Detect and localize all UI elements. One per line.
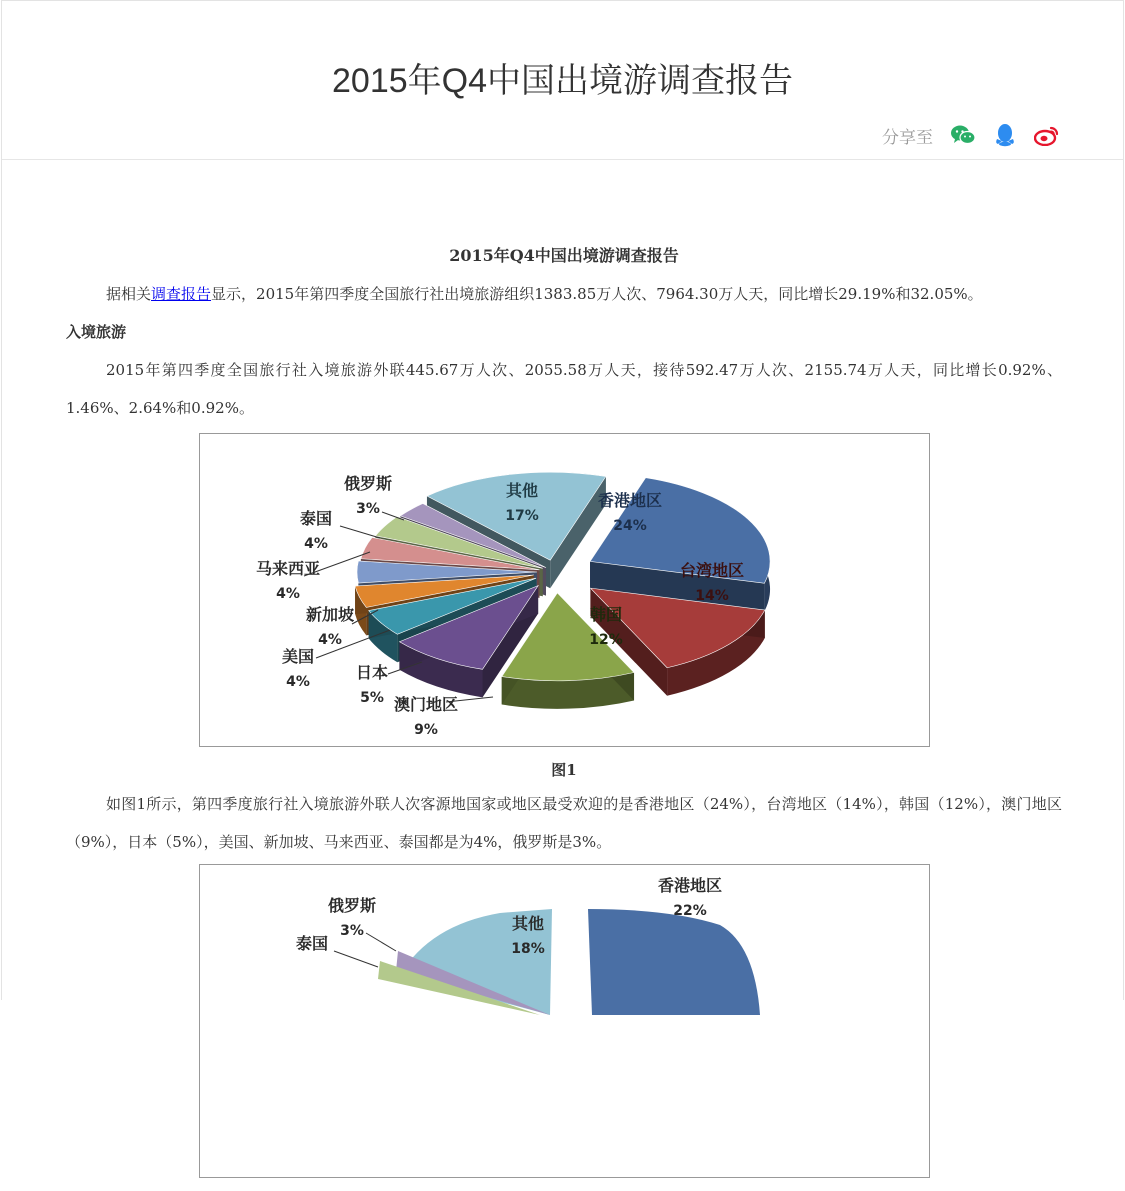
slice-value-6: 4% bbox=[317, 632, 342, 648]
slice-label-7: 马来西亚 bbox=[255, 559, 320, 578]
slice-label-0: 香港地区 bbox=[597, 491, 662, 510]
article-body bbox=[66, 241, 1062, 1178]
slice-label-0: 香港地区 bbox=[657, 876, 722, 895]
slice-value-5: 4% bbox=[285, 674, 310, 690]
slice-value-4: 5% bbox=[359, 690, 384, 706]
share-bar bbox=[882, 121, 1061, 149]
figure-2-pie-chart bbox=[199, 864, 930, 1178]
slice-label-10: 其他 bbox=[505, 481, 538, 500]
article-title: 2015年Q4中国出境游调查报告 bbox=[449, 246, 679, 265]
figure-1-pie-chart bbox=[199, 433, 930, 747]
slice-label-4: 日本 bbox=[355, 663, 388, 682]
slice-label-8: 泰国 bbox=[299, 509, 332, 528]
share-label: 分享至 bbox=[882, 127, 933, 147]
slice-value-8: 4% bbox=[303, 536, 328, 552]
slice-value-1: 14% bbox=[694, 588, 729, 604]
slice-value-0: 24% bbox=[612, 518, 647, 534]
paragraph-inbound: 2015年第四季度全国旅行社入境旅游外联445.67万人次、2055.58万人天，接待592.47万人次、2155.74万人天，同比增长0.92%、1.46%、2.64%和0.92%。 bbox=[66, 361, 1062, 417]
paragraph-figure-analysis: 如图1所示，第四季度旅行社入境旅游外联人次客源地国家或地区最受欢迎的是香港地区（24%），台湾地区（14%），韩国（12%），澳门地区（9%），日本（5%），美国、新加坡、马来西亚、泰国都是为4%，俄罗斯是3%。 bbox=[66, 795, 1062, 851]
slice-value-7: 4% bbox=[275, 586, 300, 602]
slice-label-3: 澳门地区 bbox=[393, 695, 458, 714]
page bbox=[1, 0, 1124, 1000]
pie-chart-2 bbox=[200, 865, 929, 1177]
page-title: 2015年Q4中国出境游调查报告 bbox=[332, 62, 793, 100]
slice-label-9: 俄罗斯 bbox=[343, 474, 392, 493]
intro-text-after: 显示，2015年第四季度全国旅行社出境旅游组织1383.85万人次、7964.30万人天，同比增长29.19%和32.05%。 bbox=[211, 285, 983, 303]
wechat-icon[interactable] bbox=[949, 121, 977, 149]
slice-value-2: 12% bbox=[588, 632, 623, 648]
slice-label-5: 美国 bbox=[281, 647, 314, 666]
slice-label-2: 泰国 bbox=[295, 934, 328, 953]
section-heading-inbound: 入境旅游 bbox=[66, 323, 127, 341]
slice-label-2: 韩国 bbox=[589, 605, 622, 624]
slice-value-0: 22% bbox=[672, 903, 707, 919]
pie-chart-1 bbox=[200, 434, 929, 746]
qq-icon[interactable] bbox=[991, 121, 1019, 149]
pie-slice-0 bbox=[588, 909, 760, 1015]
paragraph-intro bbox=[66, 275, 1062, 313]
leader-line-1 bbox=[366, 933, 396, 951]
leader-line-8 bbox=[340, 526, 380, 538]
weibo-icon[interactable] bbox=[1033, 121, 1061, 149]
figure-1-caption: 图1 bbox=[551, 761, 577, 779]
slice-value-9: 3% bbox=[355, 501, 380, 517]
slice-value-3: 9% bbox=[413, 722, 438, 738]
slice-label-1: 台湾地区 bbox=[679, 561, 744, 580]
article-header bbox=[2, 1, 1123, 160]
report-link[interactable]: 调查报告 bbox=[151, 285, 212, 303]
slice-label-3: 其他 bbox=[511, 914, 544, 933]
leader-line-2 bbox=[334, 951, 378, 967]
slice-value-3: 18% bbox=[510, 941, 545, 957]
slice-value-1: 3% bbox=[339, 923, 364, 939]
slice-label-6: 新加坡 bbox=[305, 605, 354, 624]
slice-value-10: 17% bbox=[504, 508, 539, 524]
intro-text-before: 据相关 bbox=[106, 285, 152, 303]
slice-label-1: 俄罗斯 bbox=[327, 896, 376, 915]
pie-slices bbox=[378, 909, 760, 1015]
